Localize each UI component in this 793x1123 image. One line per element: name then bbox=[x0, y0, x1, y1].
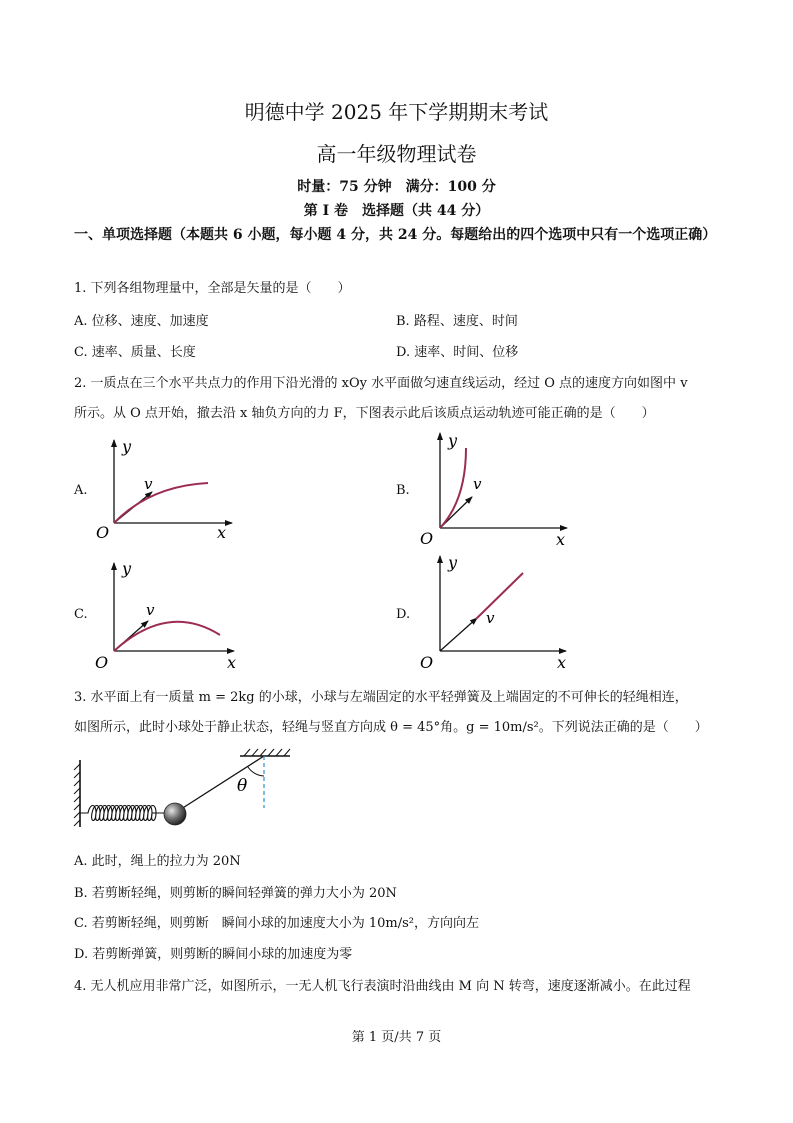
q3-option-c: C. 若剪断轻绳，则剪断 瞬间小球的加速度大小为 10m/s²，方向向左 bbox=[74, 916, 480, 931]
q3-option-d: D. 若剪断弹簧，则剪断的瞬间小球的加速度为零 bbox=[74, 947, 353, 962]
graph-a-x-label: x bbox=[217, 523, 227, 542]
graph-d-v-label: v bbox=[486, 609, 495, 627]
theta-label: θ bbox=[237, 776, 248, 796]
part-heading: 第 I 卷 选择题（共 44 分） bbox=[303, 203, 490, 219]
q3-option-b: B. 若剪断轻绳，则剪断的瞬间轻弹簧的弹力大小为 20N bbox=[74, 886, 397, 901]
graph-c-y-label: y bbox=[122, 559, 132, 578]
graph-a-origin: O bbox=[96, 523, 110, 542]
exam-subtitle: 高一年级物理试卷 bbox=[316, 142, 477, 166]
q1-option-a: A. 位移、速度、加速度 bbox=[74, 314, 209, 329]
q1-stem: 1. 下列各组物理量中，全部是矢量的是（ ） bbox=[74, 281, 351, 296]
rope bbox=[178, 756, 264, 811]
graph-b bbox=[420, 431, 567, 549]
q2-label-c: C. bbox=[74, 607, 88, 622]
q1-option-b: B. 路程、速度、时间 bbox=[396, 314, 518, 329]
ceiling-hatching bbox=[244, 749, 290, 756]
section-heading: 一、单项选择题（本题共 6 小题，每小题 4 分，共 24 分。每题给出的四个选项中只有一个选项正确） bbox=[74, 227, 717, 243]
graph-a bbox=[96, 437, 232, 542]
q2-stem-line1: 2. 一质点在三个水平共点力的作用下沿光滑的 xOy 水平面做匀速直线运动，经过 O 点的速度方向如图中 v bbox=[74, 376, 688, 391]
ball bbox=[164, 803, 186, 825]
graph-a-v-label: v bbox=[144, 475, 153, 493]
graph-b-origin: O bbox=[420, 529, 434, 548]
graph-d-origin: O bbox=[420, 653, 434, 672]
q2-stem-line2: 所示。从 O 点开始，撤去沿 x 轴负方向的力 F，下图表示此后该质点运动轨迹可能正确的是（ ） bbox=[74, 406, 655, 421]
graph-d-x-label: x bbox=[557, 653, 567, 672]
graph-c-origin: O bbox=[95, 653, 109, 672]
graph-c-x-label: x bbox=[227, 653, 237, 672]
q3-option-a: A. 此时，绳上的拉力为 20N bbox=[74, 854, 241, 869]
angle-arc bbox=[248, 767, 264, 776]
page-footer: 第 1 页/共 7 页 bbox=[351, 1030, 442, 1045]
q3-stem-line1: 3. 水平面上有一质量 m = 2kg 的小球，小球与左端固定的水平轻弹簧及上端固定的不可伸长的轻绳相连， bbox=[74, 690, 688, 705]
graph-c-v-label: v bbox=[146, 601, 155, 619]
graph-b-y-label: y bbox=[448, 431, 458, 450]
spring bbox=[80, 806, 164, 821]
left-wall-hatching bbox=[74, 764, 80, 826]
exam-meta: 时量：75 分钟 满分：100 分 bbox=[297, 179, 496, 195]
graph-b-v-label: v bbox=[473, 475, 482, 493]
exam-title: 明德中学 2025 年下学期期末考试 bbox=[244, 100, 549, 124]
q2-label-a: A. bbox=[74, 483, 88, 498]
graph-d bbox=[420, 553, 566, 672]
q4-stem-line1: 4. 无人机应用非常广泛，如图所示，一无人机飞行表演时沿曲线由 M 向 N 转弯，速度逐渐减小。在此过程 bbox=[74, 979, 691, 994]
q2-label-d: D. bbox=[396, 607, 411, 622]
graph-a-y-label: y bbox=[122, 437, 132, 456]
graph-d-velocity-arrow bbox=[440, 618, 477, 651]
q2-label-b: B. bbox=[396, 483, 410, 498]
graph-a-trajectory bbox=[114, 483, 208, 523]
graph-c bbox=[95, 559, 236, 672]
graph-b-x-label: x bbox=[556, 530, 566, 549]
graph-d-trajectory bbox=[476, 573, 523, 619]
graph-d-y-label: y bbox=[448, 553, 458, 572]
q3-figure bbox=[74, 749, 290, 827]
q3-stem-line2: 如图所示，此时小球处于静止状态，轻绳与竖直方向成 θ = 45°角。g = 10m/s²。下列说法正确的是（ ） bbox=[74, 720, 708, 735]
q1-option-c: C. 速率、质量、长度 bbox=[74, 345, 196, 360]
q1-option-d: D. 速率、时间、位移 bbox=[396, 345, 519, 360]
